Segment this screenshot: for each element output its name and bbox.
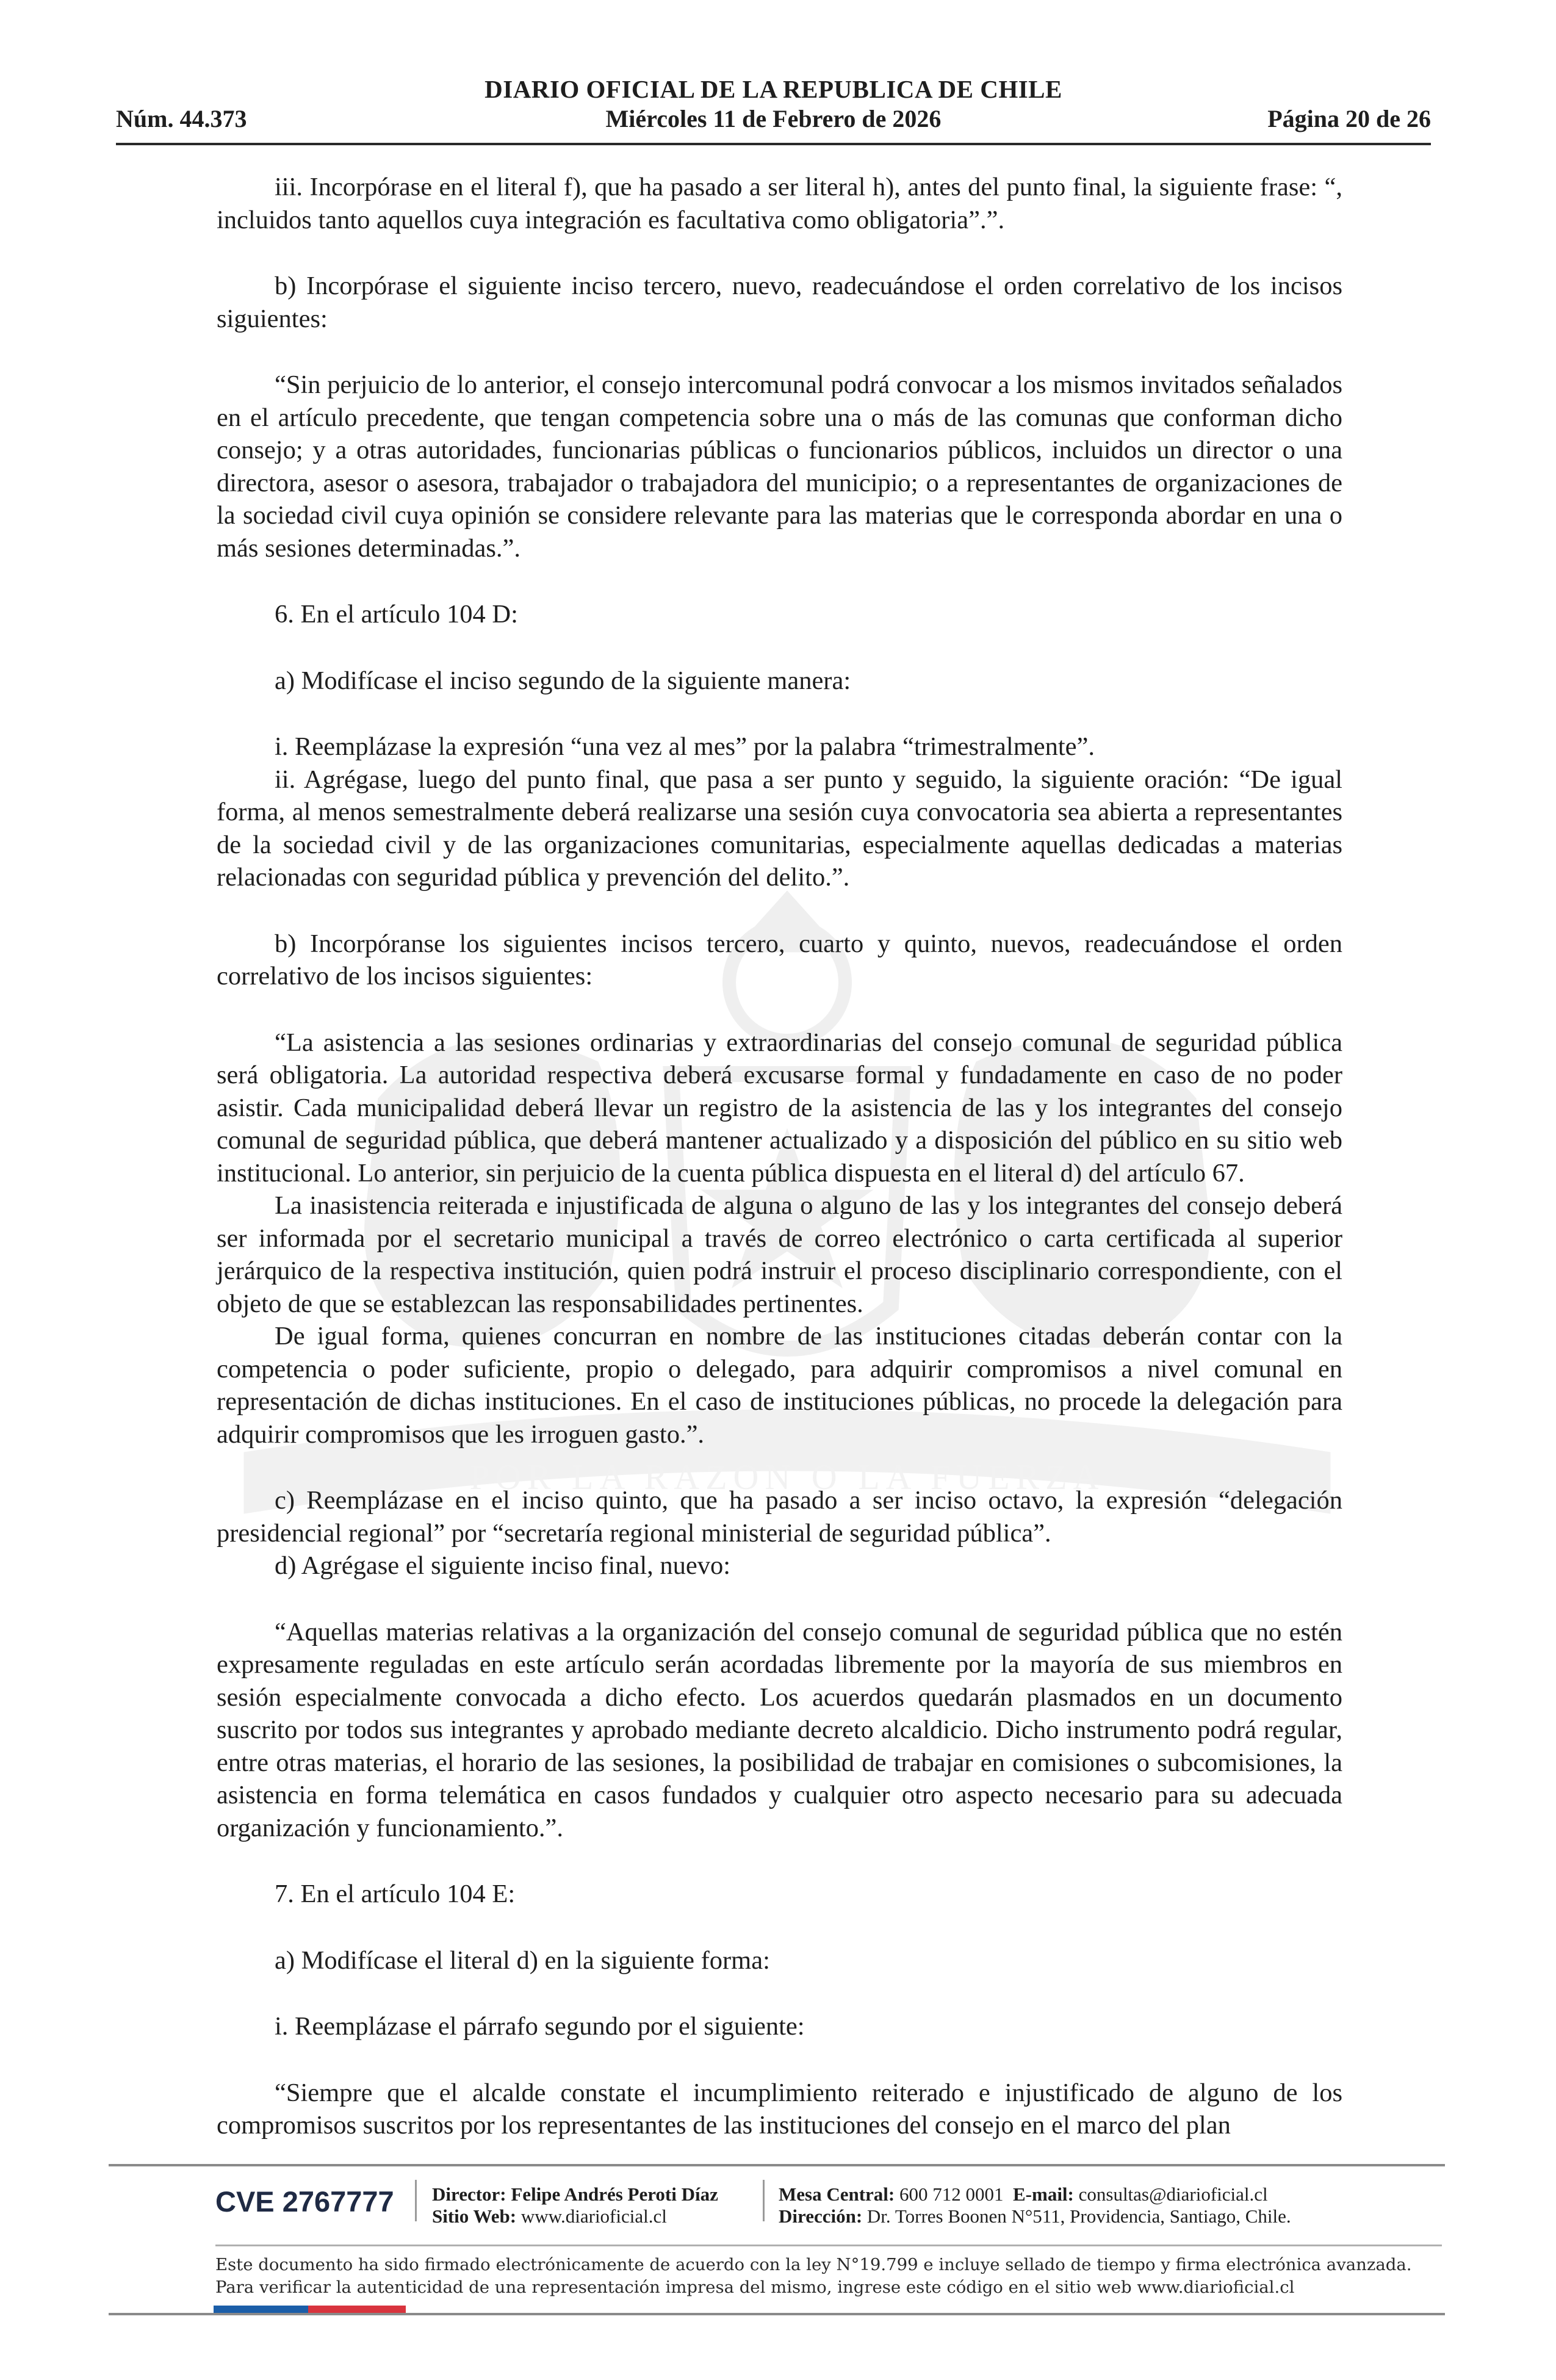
- email-link[interactable]: consultas@diarioficial.cl: [1078, 2183, 1268, 2205]
- director-name: Felipe Andrés Peroti Díaz: [511, 2183, 718, 2205]
- paragraph: b) Incorpóranse los siguientes incisos tercero, cuarto y quinto, nuevos, readecuándose el orden correlativo de los incisos siguientes:: [217, 929, 1342, 990]
- paragraph: De igual forma, quienes concurran en nombre de las instituciones citadas deberán contar con la competencia o poder suficiente, propio o delegado, para adquirir compromisos a nivel comunal en representación de dichas instituciones. En el caso de instituciones públicas, no procede la delegación para adquirir compromisos que les irroguen gasto.”.: [217, 1322, 1342, 1449]
- page-header: [116, 74, 1431, 145]
- issue-number: Núm. 44.373: [116, 105, 247, 132]
- publication-title: DIARIO OFICIAL DE LA REPUBLICA DE CHILE: [484, 75, 1062, 103]
- director-label: Director:: [432, 2183, 506, 2205]
- paragraph: iii. Incorpórase en el literal f), que ha pasado a ser literal h), antes del punto final, la siguiente frase: “, incluidos tanto aquellos cuya integración es facultativa como obligatoria”.”.: [217, 173, 1342, 234]
- paragraph: c) Reemplázase en el inciso quinto, que ha pasado a ser inciso octavo, la expresión “delegación presidencial regional” por “secretaría regional ministerial de seguridad pública”.: [217, 1486, 1342, 1548]
- paragraph: d) Agrégase el siguiente inciso final, nuevo:: [275, 1551, 731, 1580]
- phone-label: Mesa Central:: [779, 2183, 895, 2205]
- address-value: Dr. Torres Boonen N°511, Providencia, Santiago, Chile.: [866, 2205, 1291, 2227]
- watermark-motto: POR LA RAZON O LA FUERZA: [469, 1457, 1105, 1497]
- paragraph: a) Modifícase el literal d) en la siguiente forma:: [275, 1945, 770, 1975]
- website-label: Sitio Web:: [432, 2205, 517, 2227]
- paragraph: i. Reemplázase el párrafo segundo por el siguiente:: [275, 2012, 805, 2041]
- paragraph: i. Reemplázase la expresión “una vez al mes” por la palabra “trimestralmente”.: [275, 732, 1095, 761]
- address-label: Dirección:: [779, 2205, 863, 2227]
- paragraph: ii. Agrégase, luego del punto final, que pasa a ser punto y seguido, la siguiente oración: “De igual forma, al menos semestralmente deberá realizarse una sesión cuya convocatoria sea abierta a representantes de la sociedad civil y de las organizaciones comunitarias, especialmente aquellas dedicadas a materias relacionadas con seguridad pública y prevención del delito.”.: [217, 765, 1342, 892]
- email-label: E-mail:: [1013, 2183, 1074, 2205]
- paragraph: “Sin perjuicio de lo anterior, el consejo intercomunal podrá convocar a los mismos invitados señalados en el artículo precedente, que tengan competencia sobre una o más de las comunas que conforman dicho consejo; y a otras autoridades, funcionarias públicas o funcionarios públicos, incluidos un director o una directora, asesor o asesora, trabajador o trabajadora del municipio; o a representantes de organizaciones de la sociedad civil cuya opinión se considere relevante para las materias que le corresponda abordar en una o más sesiones determinadas.”.: [217, 370, 1342, 563]
- page-number: Página 20 de 26: [1267, 105, 1431, 132]
- paragraph: 6. En el artículo 104 D:: [275, 600, 518, 629]
- footer-divider: [415, 2180, 417, 2221]
- website-link[interactable]: www.diarioficial.cl: [520, 2205, 667, 2227]
- cve-code: CVE 2767777: [215, 2185, 394, 2218]
- electronic-signature-notice: Este documento ha sido firmado electrónicamente de acuerdo con la ley N°19.799 e incluye sellado de tiempo y firma electrónica avanzada. Para verificar la autenticidad de una representación impresa del mismo, ingrese este código en el sitio web www.diarioficial.cl: [215, 2245, 1442, 2299]
- flag-stripe-blue: [214, 2306, 308, 2313]
- paragraph: “Siempre que el alcalde constate el incumplimiento reiterado e injustificado de alguno de los compromisos suscritos por los representantes de las instituciones del consejo en el marco del plan: [217, 2078, 1342, 2140]
- phone-number: 600 712 0001: [899, 2183, 1004, 2205]
- paragraph: b) Incorpórase el siguiente inciso tercero, nuevo, readecuándose el orden correlativo de los incisos siguientes:: [217, 272, 1342, 333]
- document-body: [217, 171, 1342, 2142]
- footer-director-block: [432, 2183, 718, 2227]
- issue-date: Miércoles 11 de Febrero de 2026: [605, 105, 942, 132]
- page-footer: [109, 2164, 1445, 2315]
- footer-contact-block: [779, 2183, 1291, 2227]
- footer-divider: [763, 2180, 765, 2221]
- paragraph: “Aquellas materias relativas a la organización del consejo comunal de seguridad pública que no estén expresamente reguladas en este artículo serán acordadas libremente por la mayoría de sus miembros en sesión especialmente convocada a dicho efecto. Los acuerdos quedarán plasmados en un documento suscrito por todos sus integrantes y aprobado mediante decreto alcaldicio. Dicho instrumento podrá regular, entre otras materias, el horario de las sesiones, la posibilidad de trabajar en comisiones o subcomisiones, la asistencia en forma telemática en casos fundados y cualquier otro aspecto necesario para su adecuada organización y funcionamiento.”.: [217, 1617, 1342, 1842]
- paragraph: 7. En el artículo 104 E:: [275, 1880, 516, 1908]
- flag-stripe-red: [308, 2306, 406, 2313]
- paragraph: “La asistencia a las sesiones ordinarias y extraordinarias del consejo comunal de seguridad pública será obligatoria. La autoridad respectiva deberá excusarse formal y fundadamente en caso de no poder asistir. Cada municipalidad deberá llevar un registro de la asistencia de las y los integrantes del consejo comunal de seguridad pública, que deberá mantener actualizado y a disposición del público en su sitio web institucional. Lo anterior, sin perjuicio de la cuenta pública dispuesta en el literal d) del artículo 67.: [217, 1028, 1342, 1188]
- paragraph: a) Modifícase el inciso segundo de la siguiente manera:: [275, 666, 851, 695]
- paragraph: La inasistencia reiterada e injustificada de alguna o alguno de las y los integrantes del consejo deberá ser informada por el secretario municipal a través de correo electrónico o carta certificada al superior jerárquico de la respectiva institución, quien podrá instruir el proceso disciplinario correspondiente, con el objeto de que se establezcan las responsabilidades pertinentes.: [217, 1191, 1342, 1318]
